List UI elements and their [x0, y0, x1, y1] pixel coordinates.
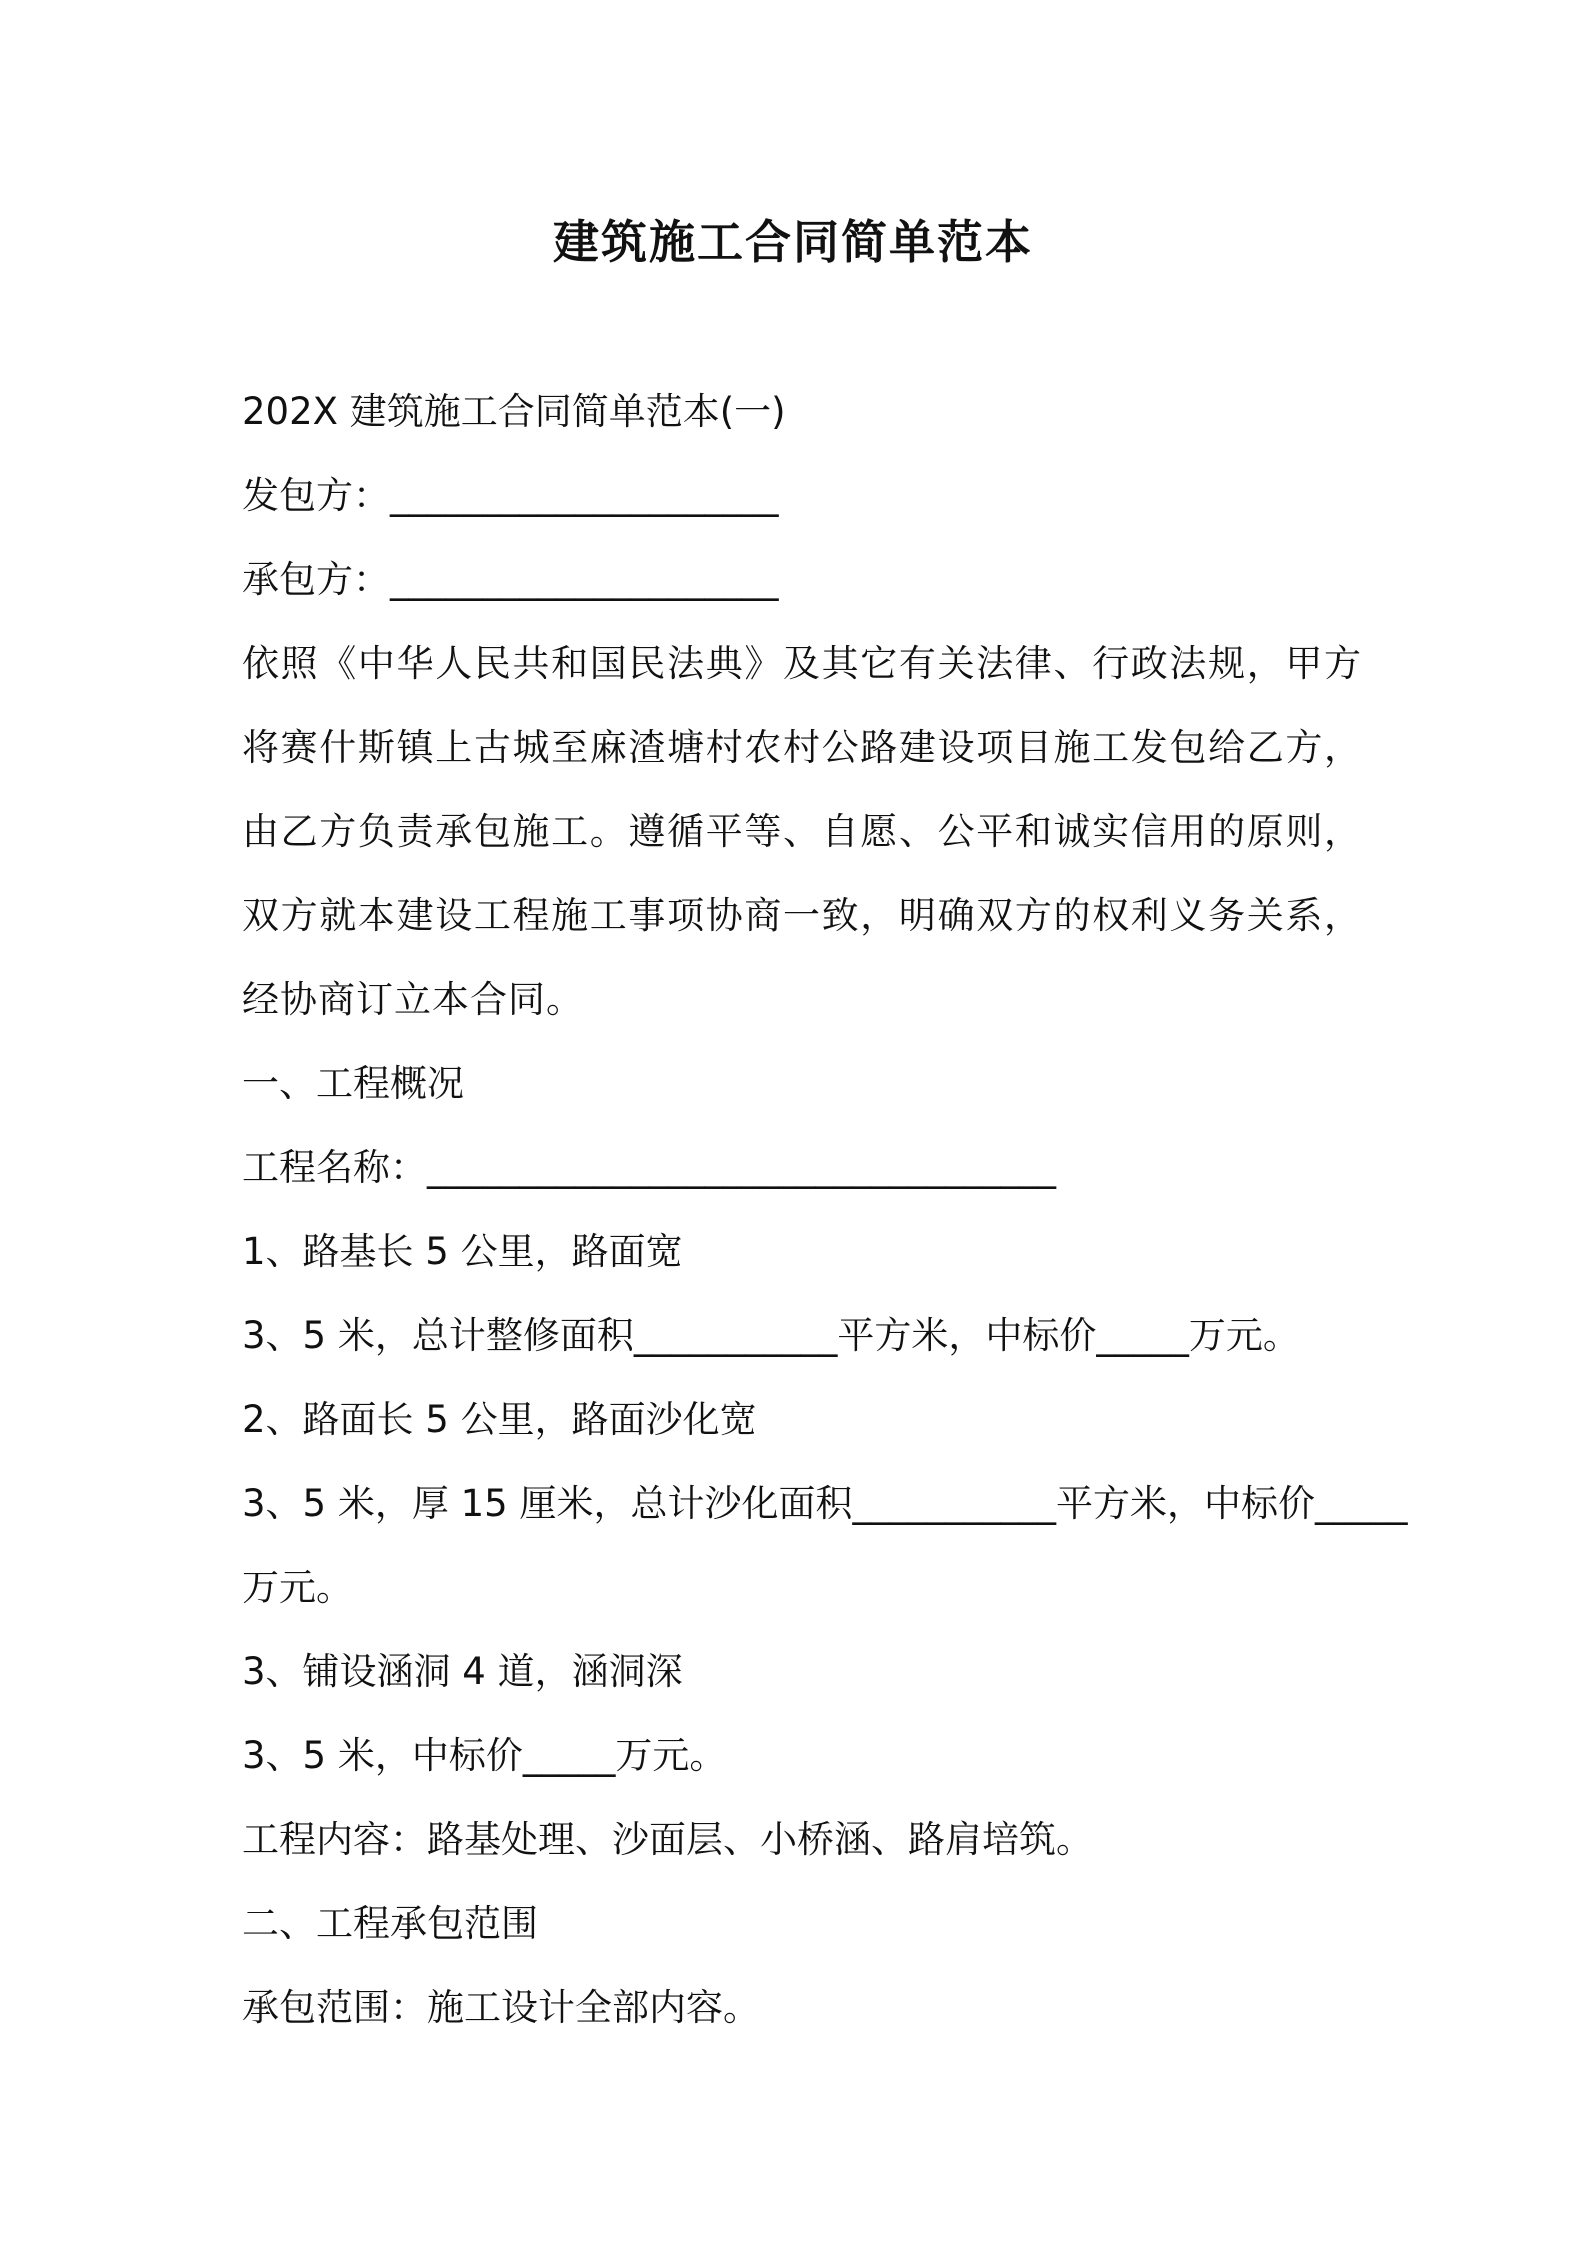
- item-2-line-b: 3、5 米，厚 15 厘米，总计沙化面积___________平方米，中标价_____: [242, 1482, 1408, 1525]
- item-3-line-b: 3、5 米，中标价_____万元。: [242, 1734, 727, 1777]
- scope-line: 承包范围：施工设计全部内容。: [242, 1986, 760, 2029]
- preamble-paragraph: 依照《中华人民共和国民法典》及其它有关法律、行政法规，甲方将赛什斯镇上古城至麻渣塘村农村公路建设项目施工发包给乙方，由乙方负责承包施工。遵循平等、自愿、公平和诚实信用的原则，双方就本建设工程施工事项协商一致，明确双方的权利义务关系，经协商订立本合同。: [242, 642, 1362, 1021]
- document-title: 建筑施工合同简单范本: [553, 215, 1033, 269]
- project-content-line: 工程内容：路基处理、沙面层、小桥涵、路肩培筑。: [242, 1818, 1093, 1861]
- section-heading-scope: 二、工程承包范围: [242, 1902, 538, 1945]
- project-name-line: 工程名称：__________________________________: [242, 1146, 1056, 1189]
- item-2-line-a: 2、路面长 5 公里，路面沙化宽: [242, 1398, 757, 1441]
- section-heading-overview: 一、工程概况: [242, 1062, 464, 1105]
- item-3-line-a: 3、铺设涵洞 4 道，涵洞深: [242, 1650, 683, 1693]
- item-2-line-c: 万元。: [242, 1566, 353, 1609]
- contractor-line: 承包方：_____________________: [242, 558, 779, 601]
- item-1-line-a: 1、路基长 5 公里，路面宽: [242, 1230, 683, 1273]
- document-body: [242, 370, 1408, 2050]
- item-1-line-b: 3、5 米，总计整修面积___________平方米，中标价_____万元。: [242, 1314, 1300, 1357]
- subtitle: 202X 建筑施工合同简单范本(一): [242, 390, 786, 433]
- employer-line: 发包方：_____________________: [242, 474, 779, 517]
